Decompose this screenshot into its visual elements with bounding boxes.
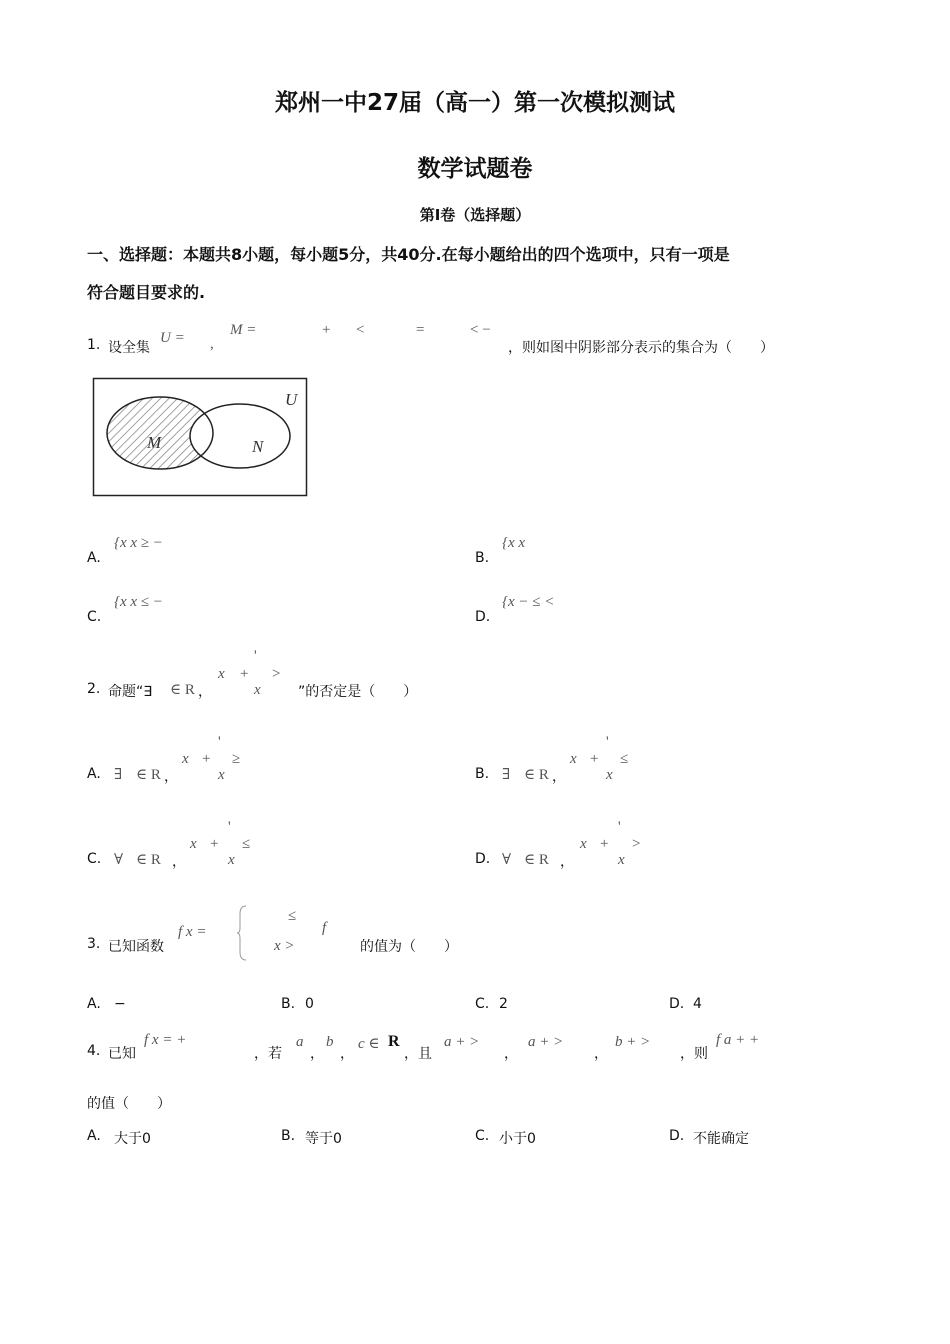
q4-comma-1: ， <box>310 1046 324 1062</box>
q4-option-b-label[interactable]: B. <box>281 1128 296 1144</box>
q2-option-b-rel: ≤ <box>620 751 629 767</box>
venn-label-m: M <box>147 433 162 452</box>
q2-option-d-tick: ' <box>618 819 621 835</box>
q1-formula-m: M = <box>230 322 257 338</box>
q4-text-a: 已知 <box>108 1046 136 1062</box>
q2-option-d-quantifier: ∀ <box>502 852 512 868</box>
q2-plus: + <box>240 666 249 682</box>
q2-option-d-x: x <box>580 836 587 852</box>
q4-var-b: b <box>326 1034 334 1050</box>
page-subtitle: 数学试题卷 <box>417 156 533 182</box>
q2-option-d-rel: > <box>632 836 641 852</box>
q2-in-r: ∈ R <box>170 682 195 698</box>
q2-option-d-plus: + <box>600 836 609 852</box>
q4-option-b-text: 等于0 <box>305 1131 342 1147</box>
q3-option-d-label[interactable]: D. <box>669 996 685 1012</box>
q2-option-b-tick: ' <box>606 734 609 750</box>
shaded-region <box>90 375 312 501</box>
q3-case1-rel: ≤ <box>288 908 297 924</box>
q2-option-a-rel: ≥ <box>232 751 241 767</box>
q2-option-a-den: x <box>218 767 225 783</box>
q4-cond-3: b + > <box>615 1034 651 1050</box>
q2-option-c-comma: ， <box>172 854 186 870</box>
q4-comma-3: ， <box>504 1046 518 1062</box>
section-instruction-line2: 符合题目要求的. <box>87 283 206 302</box>
q1-formula-eq: = <box>416 322 425 338</box>
q3-formula-f: f x = <box>178 924 207 940</box>
q1-option-c-label[interactable]: C. <box>87 609 102 625</box>
q2-option-c-label[interactable]: C. <box>87 851 102 867</box>
q1-formula-lt2: < − <box>470 322 491 338</box>
q3-option-d-value: 4 <box>693 996 702 1012</box>
q2-x: x <box>218 666 225 682</box>
q3-option-c-label[interactable]: C. <box>475 996 490 1012</box>
q2-option-b-quantifier: ∃ <box>502 767 511 783</box>
q2-tick: ' <box>254 648 257 664</box>
q3-case2-cond: x > <box>274 938 295 954</box>
volume-heading: 第I卷（选择题） <box>419 206 531 224</box>
q4-comma-2: ， <box>340 1046 354 1062</box>
q2-option-b-label[interactable]: B. <box>475 766 490 782</box>
q2-option-d-label[interactable]: D. <box>475 851 491 867</box>
q4-formula-f: f x = + <box>144 1032 187 1048</box>
page-title: 郑州一中27届（高一）第一次模拟测试 <box>274 90 675 116</box>
venn-label-n: N <box>252 437 264 456</box>
q3-option-b-value: 0 <box>305 996 314 1012</box>
q1-formula-comma: , <box>210 336 214 352</box>
q2-option-c-rel: ≤ <box>242 836 251 852</box>
q3-text-a: 已知函数 <box>108 939 164 955</box>
q2-option-b-domain: ∈ R <box>524 767 549 783</box>
q4-cond-1: a + > <box>444 1034 480 1050</box>
q2-option-c-tick: ' <box>228 819 231 835</box>
q1-formula-u: U = <box>160 330 185 346</box>
q4-var-c: c ∈ <box>358 1036 380 1052</box>
q2-option-a-x: x <box>182 751 189 767</box>
q4-number: 4. <box>87 1043 101 1059</box>
q4-formula-sum: f a + + <box>716 1032 760 1048</box>
q2-option-a-quantifier: ∃ <box>114 767 123 783</box>
q2-option-a-domain: ∈ R <box>136 767 161 783</box>
q2-gt: > <box>272 666 281 682</box>
q2-text-a: 命题“∃ <box>108 684 153 700</box>
q4-option-c-text: 小于0 <box>499 1131 536 1147</box>
q4-option-c-label[interactable]: C. <box>475 1128 490 1144</box>
q1-number: 1. <box>87 337 101 353</box>
q2-option-b-plus: + <box>590 751 599 767</box>
q1-formula-plus: + <box>322 322 331 338</box>
q2-option-a-plus: + <box>202 751 211 767</box>
q2-option-c-x: x <box>190 836 197 852</box>
q3-option-a-label[interactable]: A. <box>87 996 101 1012</box>
q1-option-d-label[interactable]: D. <box>475 609 491 625</box>
q4-option-a-label[interactable]: A. <box>87 1128 101 1144</box>
q1-formula-lt: < <box>356 322 365 338</box>
section-instruction-line1: 一、选择题：本题共8小题，每小题5分，共40分.在每小题给出的四个选项中，只有一项是 <box>87 245 730 264</box>
q3-text-b: 的值为（ ） <box>360 939 458 955</box>
q2-option-c-domain: ∈ R <box>136 852 161 868</box>
q2-option-c-plus: + <box>210 836 219 852</box>
q2-text-b: ”的否定是（ ） <box>298 684 418 700</box>
q2-option-b-comma: ， <box>552 769 566 785</box>
venn-label-u: U <box>285 390 298 409</box>
q1-option-b-label[interactable]: B. <box>475 550 490 566</box>
q1-option-d-expr: {x − ≤ < <box>502 594 555 610</box>
q2-number: 2. <box>87 681 101 697</box>
q4-text-c: ，且 <box>404 1046 432 1062</box>
q2-option-c-den: x <box>228 852 235 868</box>
q2-option-d-comma: ， <box>560 854 574 870</box>
q1-option-b-expr: {x x <box>502 535 526 551</box>
q1-option-a-expr: {x x ≥ − <box>114 535 163 551</box>
q1-text-b: ，则如图中阴影部分表示的集合为（ ） <box>508 340 774 356</box>
q4-var-a: a <box>296 1034 304 1050</box>
q2-option-a-comma: ， <box>164 769 178 785</box>
q2-option-a-tick: ' <box>218 734 221 750</box>
q4-cond-2: a + > <box>528 1034 564 1050</box>
q2-option-d-domain: ∈ R <box>524 852 549 868</box>
q4-option-a-text: 大于0 <box>114 1131 151 1147</box>
q2-option-c-quantifier: ∀ <box>114 852 124 868</box>
q3-option-b-label[interactable]: B. <box>281 996 296 1012</box>
q2-option-a-label[interactable]: A. <box>87 766 101 782</box>
q4-option-d-label[interactable]: D. <box>669 1128 685 1144</box>
q2-option-d-den: x <box>618 852 625 868</box>
q2-den: x <box>254 682 261 698</box>
q2-option-b-x: x <box>570 751 577 767</box>
q4-text-b: ，若 <box>254 1046 282 1062</box>
q3-number: 3. <box>87 936 101 952</box>
q3-brace <box>236 904 248 962</box>
venn-diagram <box>90 375 312 501</box>
q4-text-d: ，则 <box>680 1046 708 1062</box>
q2-option-b-den: x <box>606 767 613 783</box>
q1-text-a: 设全集 <box>108 340 150 356</box>
q3-option-a-value: − <box>114 996 126 1012</box>
q4-text-e: 的值（ ） <box>87 1096 171 1112</box>
q4-real-r: R <box>388 1033 400 1050</box>
q3-option-c-value: 2 <box>499 996 508 1012</box>
q2-comma: ， <box>198 684 212 700</box>
q4-comma-4: ， <box>594 1046 608 1062</box>
q3-formula-f2: f <box>322 920 327 936</box>
q4-option-d-text: 不能确定 <box>693 1131 749 1147</box>
q1-option-c-expr: {x x ≤ − <box>114 594 163 610</box>
q1-option-a-label[interactable]: A. <box>87 550 101 566</box>
